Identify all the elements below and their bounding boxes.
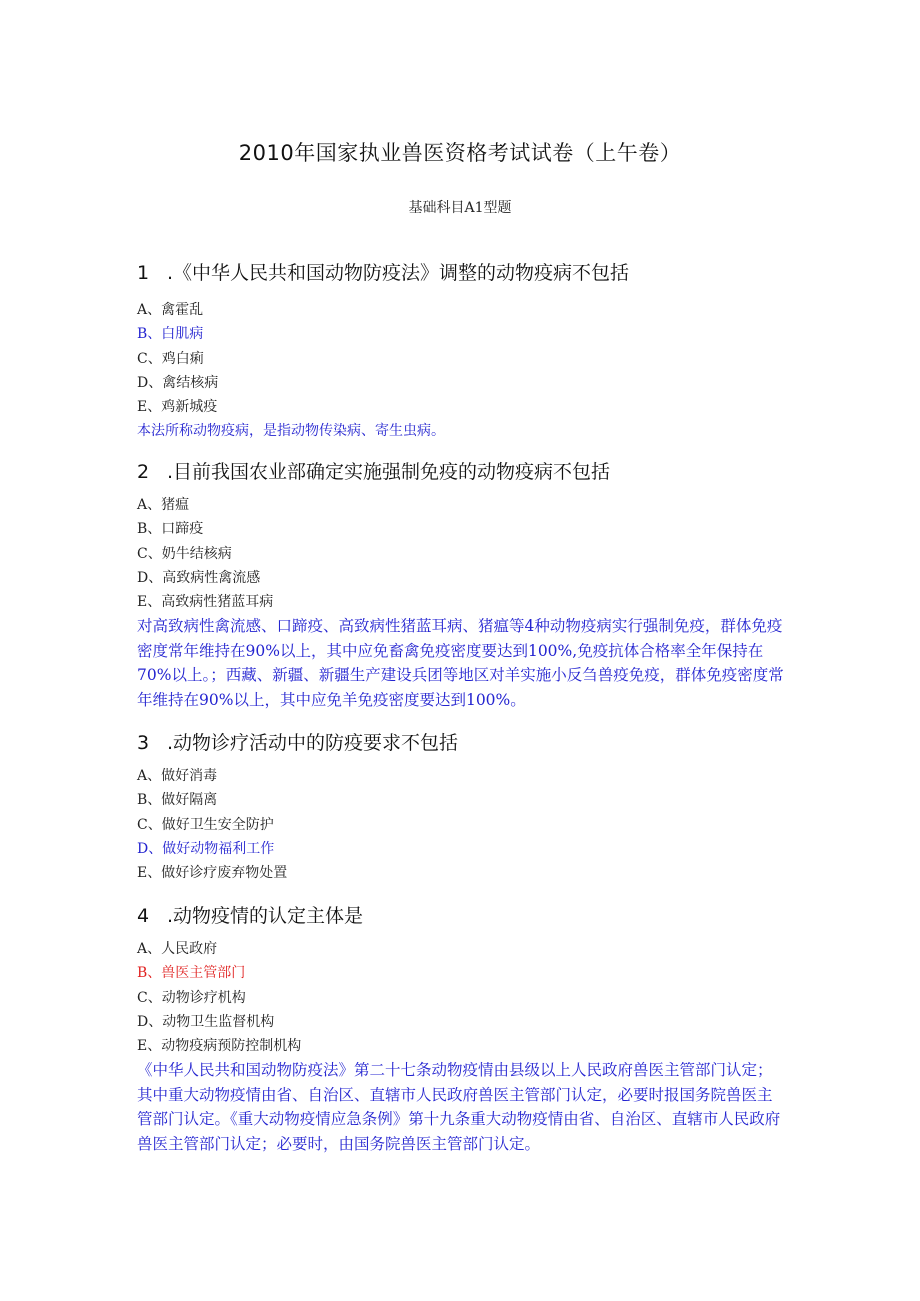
- question-1: [137, 260, 797, 444]
- option-c: C、鸡白痢: [137, 350, 204, 367]
- option-a: A、做好消毒: [137, 768, 218, 784]
- option-d: D、动物卫生监督机构: [137, 1013, 275, 1030]
- option-a: A、禽霍乱: [137, 302, 204, 318]
- option-d: D、禽结核病: [137, 374, 219, 391]
- option-d: D、高致病性禽流感: [137, 569, 261, 586]
- explanation: 对高致病性禽流感、口蹄疫、高致病性猪蓝耳病、猪瘟等4种动物疫病实行强制免疫，群体免疫密度常年维持在90%以上，其中应免畜禽免疫密度要达到100%,免疫抗体合格率全年保持在70%以上。；西藏、新疆、新疆生产建设兵团等地区对羊实施小反刍兽疫免疫，群体免疫密度常年维持在90%以上，其中应免羊免疫密度要达到100%。: [137, 617, 784, 709]
- question-stem: [137, 459, 797, 489]
- option-e: E、鸡新城疫: [137, 399, 218, 416]
- option-e: E、动物疫病预防控制机构: [137, 1038, 302, 1055]
- section-subtitle: 基础科目A1型题: [408, 200, 512, 216]
- question-text: .目前我国农业部确定实施强制免疫的动物疫病不包括: [167, 461, 611, 483]
- option-c: C、做好卫生安全防护: [137, 816, 274, 833]
- explanation: 《中华人民共和国动物防疫法》第二十七条动物疫情由县级以上人民政府兽医主管部门认定；其中重大动物疫情由省、自治区、直辖市人民政府兽医主管部门认定，必要时报国务院兽医主管部门认定。《重大动物疫情应急条例》第十九条重大动物疫情由省、自治区、直辖市人民政府兽医主管部门认定；必要时，由国务院兽医主管部门认定。: [137, 1061, 781, 1153]
- option-b: B、口蹄疫: [137, 521, 204, 538]
- option-a: A、人民政府: [137, 941, 218, 957]
- explanation: 本法所称动物疫病，是指动物传染病、寄生虫病。: [137, 423, 445, 440]
- option-c: C、奶牛结核病: [137, 545, 232, 562]
- option-e: E、高致病性猪蓝耳病: [137, 594, 274, 611]
- option-e: E、做好诊疗废弃物处置: [137, 865, 288, 882]
- option-b: B、做好隔离: [137, 792, 218, 809]
- option-c: C、动物诊疗机构: [137, 989, 246, 1006]
- option-d: D、做好动物福利工作: [137, 840, 275, 857]
- option-b: B、白肌病: [137, 326, 204, 343]
- option-a: A、猪瘟: [137, 497, 190, 513]
- exam-title: 2010年国家执业兽医资格考试试卷（上午卷）: [238, 141, 682, 165]
- question-text: .动物疫情的认定主体是: [167, 905, 364, 927]
- question-stem: [137, 903, 797, 933]
- question-4: [137, 903, 797, 1156]
- question-number: 1: [137, 262, 150, 284]
- question-number: 3: [137, 732, 150, 754]
- question-text: .《中华人民共和国动物防疫法》调整的动物疫病不包括: [167, 262, 630, 284]
- question-number: 2: [137, 461, 150, 483]
- question-stem: [137, 730, 797, 760]
- question-3: [137, 730, 797, 885]
- option-b: B、兽医主管部门: [137, 965, 246, 982]
- question-number: 4: [137, 905, 150, 927]
- question-stem: [137, 260, 797, 290]
- question-text: .动物诊疗活动中的防疫要求不包括: [167, 732, 459, 754]
- question-2: [137, 459, 797, 712]
